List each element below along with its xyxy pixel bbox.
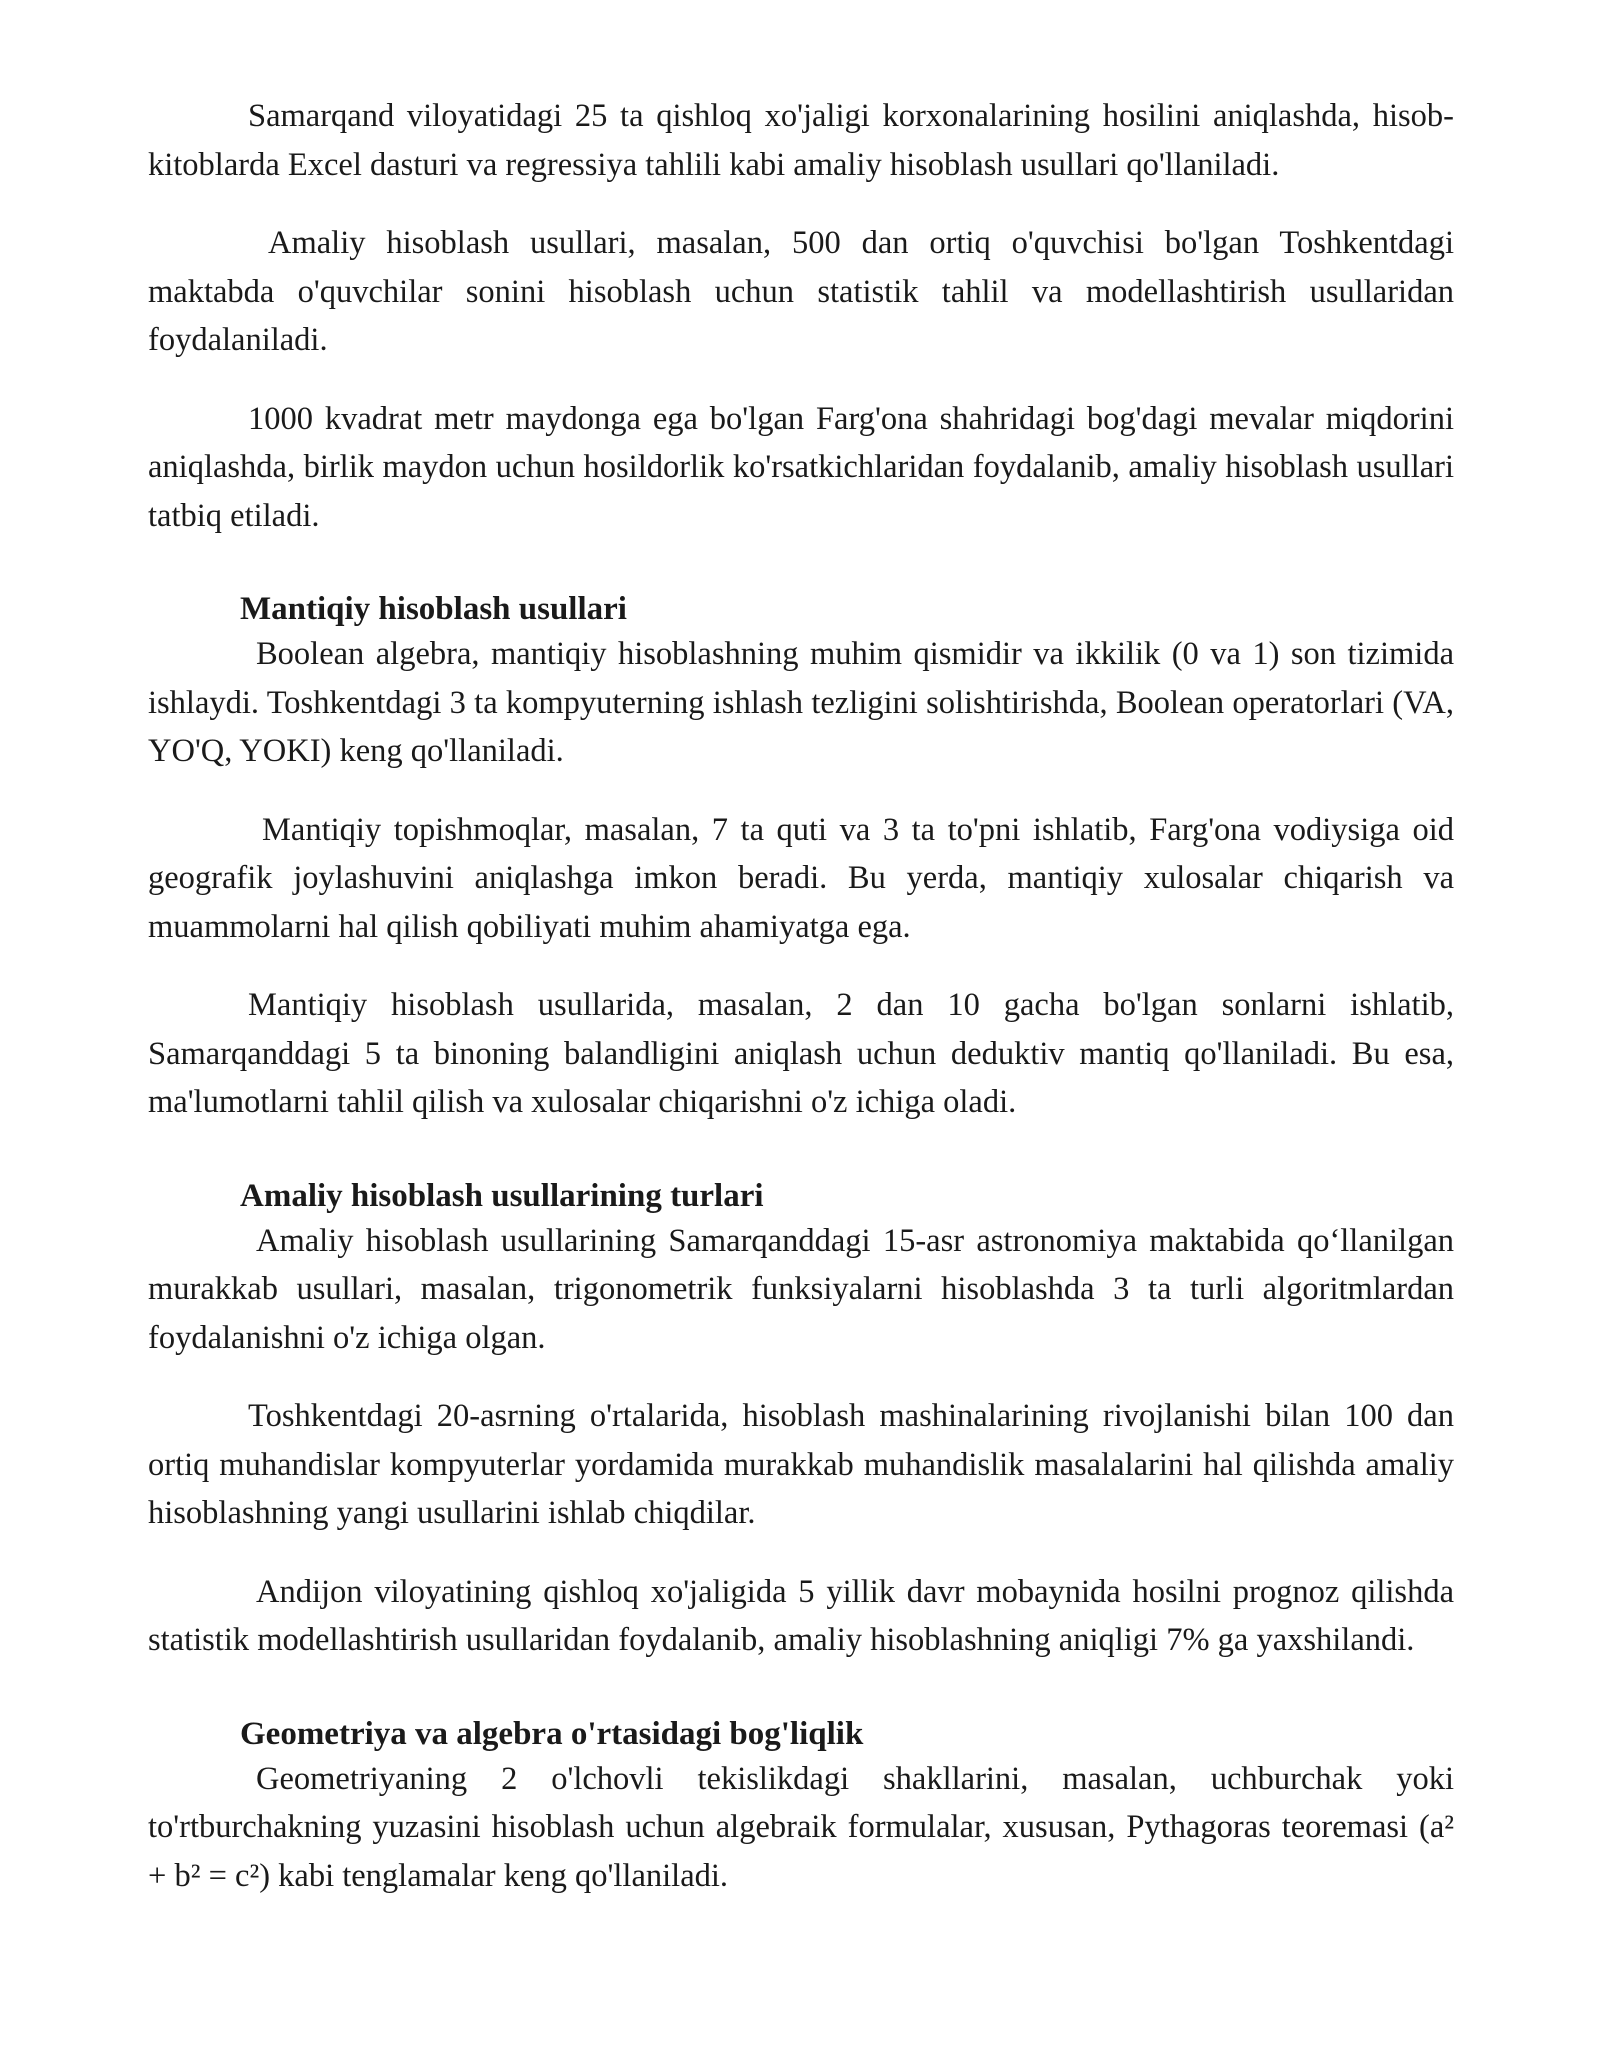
paragraph-fargona-garden: 1000 kvadrat metr maydonga ega bo'lgan Farg'ona shahridagi bog'dagi mevalar miqdorini aniqlashda, birlik maydon uchun hosildorlik ko'rsatkichlaridan foydalanib, amaliy hisoblash usullari tatbiq etiladi. xyxy=(148,400,1454,534)
paragraph-deductive-logic: Mantiqiy hisoblash usullarida, masalan, 2 dan 10 gacha bo'lgan sonlarni ishlatib, Samarqanddagi 5 ta binoning balandligini aniqlash uchun deduktiv mantiq qo'llaniladi. Bu esa, ma'lumotlarni tahlil qilish va xulosalar chiqarishni o'z ichiga oladi. xyxy=(148,987,1454,1120)
document-page xyxy=(148,92,1454,1930)
section-heading-practical-types: Amaliy hisoblash usullarining turlari xyxy=(240,1177,764,1214)
paragraph-pythagoras: Geometriyaning 2 o'lchovli tekislikdagi shakllarini, masalan, uchburchak yoki to'rtburchakning yuzasini hisoblash uchun algebraik formulalar, xususan, Pythagoras teoremasi (a² + b² = c²) kabi tenglamalar keng qo'llaniladi. xyxy=(148,1760,1454,1894)
section-heading-geometry-algebra: Geometriya va algebra o'rtasidagi bog'liqlik xyxy=(240,1715,864,1752)
paragraph-computing-machines: Toshkentdagi 20-asrning o'rtalarida, hisoblash mashinalarining rivojlanishi bilan 100 dan ortiq muhandislar kompyuterlar yordamida murakkab muhandislik masalalarini hal qilishda amaliy hisoblashning yangi usullarini ishlab chiqdilar. xyxy=(148,1398,1454,1531)
paragraph-astronomy-school: Amaliy hisoblash usullarining Samarqanddagi 15-asr astronomiya maktabida qo‘llanilgan murakkab usullari, masalan, trigonometrik funksiyalarni hisoblashda 3 ta turli algoritmlardan foydalanishni o'z ichiga olgan. xyxy=(148,1222,1454,1356)
paragraph-samarqand-agriculture: Samarqand viloyatidagi 25 ta qishloq xo'jaligi korxonalarining hosilini aniqlashda, hisob-kitoblarda Excel dasturi va regressiya tahlili kabi amaliy hisoblash usullari qo'llaniladi. xyxy=(148,98,1454,183)
paragraph-boolean-algebra: Boolean algebra, mantiqiy hisoblashning muhim qismidir va ikkilik (0 va 1) son tizimida ishlaydi. Toshkentdagi 3 ta kompyuterning ishlash tezligini solishtirishda, Boolean operatorlari (VA, YO'Q, YOKI) keng qo'llaniladi. xyxy=(148,636,1454,769)
paragraph-toshkent-school: Amaliy hisoblash usullari, masalan, 500 dan ortiq o'quvchisi bo'lgan Toshkentdagi maktabda o'quvchilar sonini hisoblash uchun statistik tahlil va modellashtirish usullaridan foydalaniladi. xyxy=(148,225,1454,358)
paragraph-logic-puzzles: Mantiqiy topishmoqlar, masalan, 7 ta quti va 3 ta to'pni ishlatib, Farg'ona vodiysiga oid geografik joylashuvini aniqlashga imkon beradi. Bu yerda, mantiqiy xulosalar chiqarish va muammolarni hal qilish qobiliyati muhim ahamiyatga ega. xyxy=(148,811,1454,945)
paragraph-andijon-forecast: Andijon viloyatining qishloq xo'jaligida 5 yillik davr mobaynida hosilni prognoz qilishda statistik modellashtirish usullaridan foydalanib, amaliy hisoblashning aniqligi 7% ga yaxshilandi. xyxy=(148,1573,1454,1658)
section-heading-logical-methods: Mantiqiy hisoblash usullari xyxy=(240,591,627,627)
